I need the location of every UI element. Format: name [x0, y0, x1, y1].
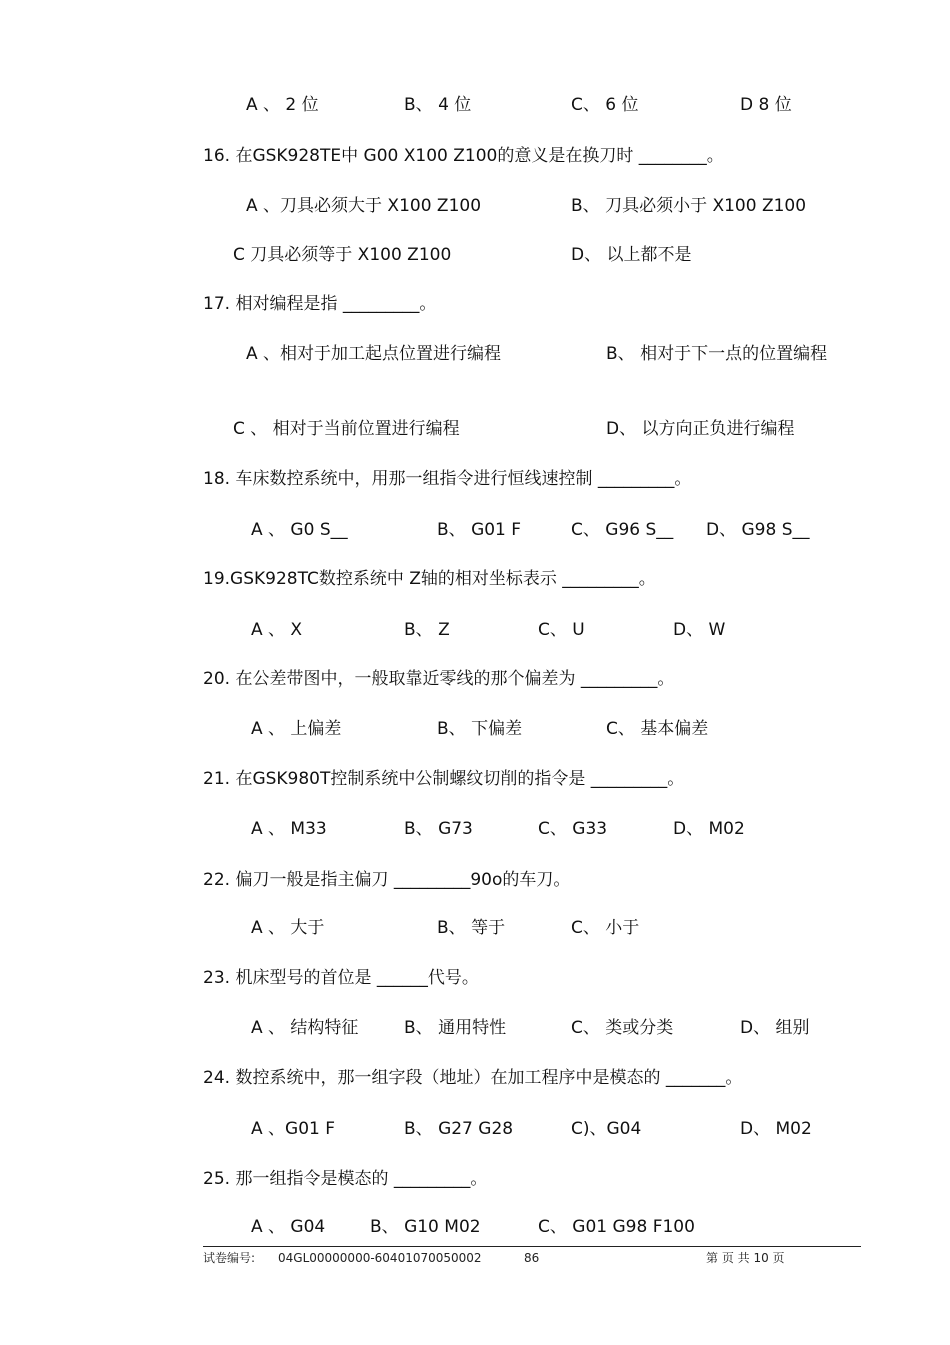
q15-option-c: C、 6 位: [571, 95, 639, 115]
q17-stem: 17. 相对编程是指 _________。: [203, 294, 437, 314]
q15-option-a: A 、 2 位: [246, 95, 319, 115]
q20-option-b: B、 下偏差: [437, 719, 523, 739]
q24-option-d: D、 M02: [740, 1119, 812, 1139]
q20-option-a: A 、 上偏差: [251, 719, 342, 739]
q19-option-d: D、 W: [673, 620, 726, 640]
q17-option-a: A 、相对于加工起点位置进行编程: [246, 344, 502, 364]
footer-page-info: 第 页 共 10 页: [706, 1251, 785, 1265]
q21-option-b: B、 G73: [404, 819, 473, 839]
q16-option-d: D、 以上都不是: [571, 245, 692, 265]
q20-stem: 20. 在公差带图中，一般取靠近零线的那个偏差为 _________。: [203, 669, 675, 689]
q17-option-b: B、 相对于下一点的位置编程: [606, 344, 828, 364]
q23-stem: 23. 机床型号的首位是 ______代号。: [203, 968, 479, 988]
footer-number: 86: [524, 1251, 540, 1265]
footer-exam-code: 04GL00000000-60401070050002: [278, 1251, 482, 1265]
q19-stem: 19.GSK928TC数控系统中 Z轴的相对坐标表示 _________。: [203, 569, 656, 589]
q24-option-c: C)、G04: [571, 1119, 642, 1139]
q18-stem: 18. 车床数控系统中，用那一组指令进行恒线速控制 _________。: [203, 469, 692, 489]
q19-option-b: B、 Z: [404, 620, 450, 640]
q25-option-b: B、 G10 M02: [370, 1217, 481, 1237]
q21-option-c: C、 G33: [538, 819, 608, 839]
q24-option-b: B、 G27 G28: [404, 1119, 514, 1139]
q22-option-a: A 、 大于: [251, 918, 325, 938]
footer-label: 试卷编号:: [203, 1251, 256, 1265]
q18-option-c: C、 G96 S__: [571, 520, 674, 540]
q25-option-c: C、 G01 G98 F100: [538, 1217, 695, 1237]
q25-option-a: A 、 G04: [251, 1217, 326, 1237]
q19-option-c: C、 U: [538, 620, 585, 640]
q18-option-b: B、 G01 F: [437, 520, 522, 540]
q24-option-a: A 、G01 F: [251, 1119, 336, 1139]
q21-stem: 21. 在GSK980T控制系统中公制螺纹切削的指令是 _________。: [203, 769, 685, 789]
q23-option-c: C、 类或分类: [571, 1018, 674, 1038]
q23-option-d: D、 组别: [740, 1018, 810, 1038]
q16-stem: 16. 在GSK928TE中 G00 X100 Z100的意义是在换刀时 ________。: [203, 146, 724, 166]
q22-stem: 22. 偏刀一般是指主偏刀 _________90o的车刀。: [203, 870, 571, 890]
q24-stem: 24. 数控系统中，那一组字段（地址）在加工程序中是模态的 _______。: [203, 1068, 743, 1088]
q21-option-d: D、 M02: [673, 819, 745, 839]
q20-option-c: C、 基本偏差: [606, 719, 709, 739]
q17-option-c: C 、 相对于当前位置进行编程: [233, 419, 460, 439]
q19-option-a: A 、 X: [251, 620, 303, 640]
q16-option-b: B、 刀具必须小于 X100 Z100: [571, 196, 807, 216]
q22-option-c: C、 小于: [571, 918, 640, 938]
footer-divider: [203, 1246, 861, 1247]
q15-option-d: D 8 位: [740, 95, 792, 115]
q22-option-b: B、 等于: [437, 918, 506, 938]
q23-option-b: B、 通用特性: [404, 1018, 507, 1038]
q15-option-b: B、 4 位: [404, 95, 472, 115]
q18-option-a: A 、 G0 S__: [251, 520, 348, 540]
q25-stem: 25. 那一组指令是模态的 _________。: [203, 1169, 488, 1189]
q16-option-a: A 、刀具必须大于 X100 Z100: [246, 196, 482, 216]
q18-option-d: D、 G98 S__: [706, 520, 810, 540]
q21-option-a: A 、 M33: [251, 819, 327, 839]
q17-option-d: D、 以方向正负进行编程: [606, 419, 795, 439]
q23-option-a: A 、 结构特征: [251, 1018, 359, 1038]
q16-option-c: C 刀具必须等于 X100 Z100: [233, 245, 452, 265]
